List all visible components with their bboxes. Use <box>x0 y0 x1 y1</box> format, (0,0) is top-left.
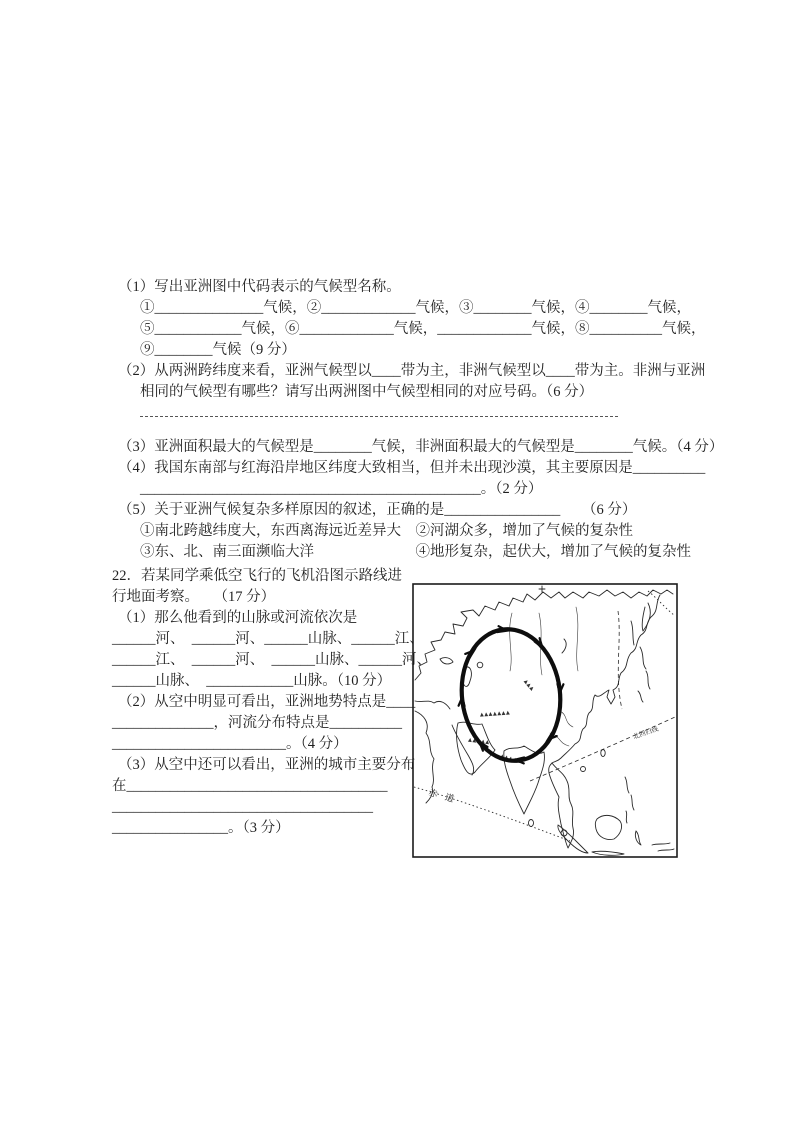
q21-part3-heading: （3）亚洲面积最大的气候型是________气候，非洲面积最大的气候型是________气候。（4 分） <box>118 439 724 455</box>
mountain-chain-east: ▲▲▲ <box>522 678 536 693</box>
black-sea <box>440 658 453 664</box>
tropic-of-cancer-label: 北回归线 <box>632 724 660 741</box>
q21-part4-heading: （4）我国东南部与红海沿岸地区纬度大致相当，但并未出现沙漠，其主要原因是__________ <box>118 460 706 476</box>
arctic-dotted-arc <box>648 591 674 615</box>
sakhalin-island <box>631 621 634 645</box>
java-island <box>592 851 624 855</box>
q22-part3-blanks-row2: ____________________________________ <box>112 799 373 815</box>
q22-part3-blanks-row1: 在____________________________________ <box>112 778 388 794</box>
top-plus-mark <box>539 586 545 592</box>
question-21-block <box>118 277 724 563</box>
dashed-answer-rule <box>140 416 618 417</box>
q21-part5-options-row1: ①南北跨越纬度大，东西离海远近差异大 ②河湖众多，增加了气候的复杂性 <box>140 523 633 539</box>
q21-part2-continuation: 相同的气候型有哪些？请写出两洲图中气候型相同的对应号码。（6 分） <box>140 384 594 400</box>
q21-part5-heading: （5）关于亚洲气候复杂多样原因的叙述，正确的是________________ （6 分） <box>118 502 637 518</box>
q21-part4-continuation: _______________________________________________。（2 分） <box>140 481 543 497</box>
hainan-island <box>581 767 586 772</box>
japan-islands <box>638 647 650 702</box>
interior-dashed-line <box>618 611 622 709</box>
mountain-chain-tianshan: ▲▲▲▲▲▲▲ <box>479 709 511 718</box>
q22-part2-continuation-row2: ________________________。（4 分） <box>112 736 348 752</box>
mountain-chain-himalaya: ▲▲▲▲▲ <box>499 753 523 765</box>
sri-lanka-island <box>529 820 534 827</box>
kamchatka-peninsula <box>642 603 650 631</box>
siberian-river-1 <box>510 613 512 671</box>
sulawesi-island <box>635 831 641 845</box>
siberian-river-3 <box>576 607 578 671</box>
q21-part1-heading: （1）写出亚洲图中代码表示的气候型名称。 <box>118 279 401 295</box>
philippine-islands <box>625 777 634 823</box>
q22-part3-blanks-row3: ________________。（3 分） <box>112 820 290 836</box>
aral-sea <box>477 662 483 668</box>
q21-part2-answer-line <box>118 416 678 437</box>
mediterranean-coast <box>415 701 450 709</box>
maluku-islands <box>652 843 674 851</box>
q22-part1-blanks-row3: ______山脉、 ____________山脉。（10 分） <box>112 673 392 689</box>
mountain-chain-kunlun: ▲▲▲▲▲ <box>467 737 491 746</box>
flight-route-loop <box>454 624 567 767</box>
lake-baikal <box>562 639 566 653</box>
q22-part1-blanks-row2: ______江、 ______河、 ______山脉、______河、 <box>112 652 431 668</box>
north-coastline <box>415 590 673 680</box>
q22-part1-blanks-row1: ______河、 ______河、______山脉、______江、 <box>112 631 424 647</box>
taiwan-island <box>601 750 605 757</box>
q22-stem-row2: 行地面考察。 （17 分） <box>112 589 276 605</box>
q21-part1-blanks-row2: ⑤____________气候，⑥_____________气候，_____________气候，⑧__________气候， <box>140 321 706 337</box>
q22-part2-continuation-row1: ______________，河流分布特点是__________ <box>112 715 402 731</box>
arabian-peninsula <box>457 722 495 774</box>
q21-part5-options-row2: ③东、北、南三面濒临大洋 ④地形复杂，起伏大，增加了气候的复杂性 <box>140 544 691 560</box>
map-border <box>413 584 677 857</box>
q22-part3-heading: （3）从空中还可以看出，亚洲的城市主要分布 <box>118 757 416 773</box>
asia-flight-route-map <box>412 583 678 858</box>
q21-part1-blanks-row3: ⑨________气候（9 分） <box>140 342 296 358</box>
question-22-block <box>112 566 431 839</box>
asia-map-svg <box>412 583 678 858</box>
q22-part1-heading: （1）那么他看到的山脉或河流依次是 <box>118 610 358 626</box>
q22-part2-heading: （2）从空中明显可看出，亚洲地势特点是____ <box>118 694 416 710</box>
q21-part1-blanks-row1: ①_______________气候，②_____________气候，③________气候，④________气候， <box>140 300 691 316</box>
borneo-island <box>595 815 621 839</box>
east-coastline <box>552 595 660 763</box>
q22-stem-row1: 22．若某同学乘低空飞行的飞机沿图示路线进 <box>112 568 402 584</box>
equator-label: 赤道 <box>427 788 463 808</box>
q21-part2-heading: （2）从两洲跨纬度来看，亚洲气候型以____带为主，非洲气候型以____带为主。非洲与亚洲 <box>118 363 706 379</box>
